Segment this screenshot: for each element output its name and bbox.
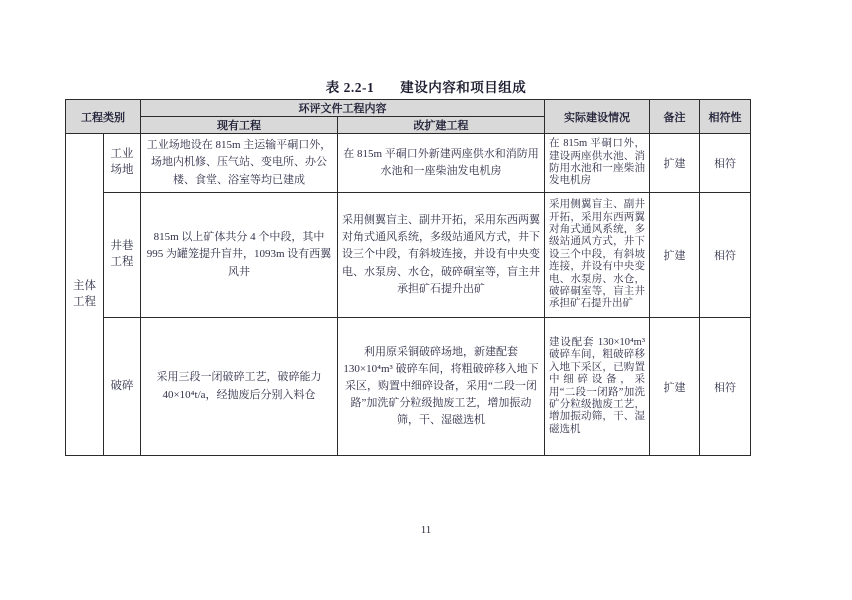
group-cell-main-project: 主体工程 <box>66 134 104 456</box>
conformity-cell: 相符 <box>700 318 751 456</box>
header-expansion: 改扩建工程 <box>338 117 545 134</box>
header-category: 工程类别 <box>66 100 141 134</box>
header-existing: 现有工程 <box>141 117 338 134</box>
table-title-number: 表 2.2-1 <box>325 80 375 95</box>
conformity-cell: 相符 <box>700 134 751 193</box>
subcategory-cell: 破碎 <box>104 318 141 456</box>
actual-cell: 建设配套 130×10⁴m³ 破碎车间，粗破碎移入地下采区，已购置中细碎设备，采用“二段一闭路”加洗矿分粒级抛废工艺，增加振动筛，干、湿磁选机 <box>545 318 650 456</box>
existing-cell: 815m 以上矿体共分 4 个中段，其中 995 为罐笼提升盲井，1093m 设有西翼风井 <box>141 193 338 318</box>
table-title <box>0 76 852 96</box>
existing-cell: 采用三段一闭破碎工艺，破碎能力 40×10⁴t/a，经抛废后分别入料仓 <box>141 318 338 456</box>
conformity-cell: 相符 <box>700 193 751 318</box>
subcategory-cell: 工业场地 <box>104 134 141 193</box>
note-cell: 扩建 <box>650 134 700 193</box>
header-conformity: 相符性 <box>700 100 751 134</box>
expansion-cell: 采用侧翼盲主、副井开拓，采用东西两翼对角式通风系统，多级站通风方式，井下设三个中段，有斜坡连接，并设有中央变电、水泵房、水仓，破碎硐室等，盲主井承担矿石提升出矿 <box>338 193 545 318</box>
page-number: 11 <box>420 524 432 536</box>
actual-cell: 采用侧翼盲主、副井开拓，采用东西两翼对角式通风系统，多级站通风方式，井下设三个中段，有斜坡连接，并设有中央变电、水泵房、水仓，破碎硐室等，盲主井承担矿石提升出矿 <box>545 193 650 318</box>
table-row-shaft-works <box>66 193 751 318</box>
header-row-1 <box>66 100 751 117</box>
subcategory-cell: 井巷工程 <box>104 193 141 318</box>
table-row-industrial-site <box>66 134 751 193</box>
header-actual: 实际建设情况 <box>545 100 650 134</box>
construction-content-table <box>65 99 751 456</box>
note-cell: 扩建 <box>650 318 700 456</box>
header-eia-content: 环评文件工程内容 <box>141 100 545 117</box>
table-row-crushing <box>66 318 751 456</box>
actual-cell: 在 815m 平硐口外，建设两座供水池、消防用水池和一座柴油发电机房 <box>545 134 650 193</box>
expansion-cell: 在 815m 平硐口外新建两座供水和消防用水池和一座柴油发电机房 <box>338 134 545 193</box>
expansion-cell: 利用原采铜破碎场地，新建配套 130×10⁴m³ 破碎车间，将粗破碎移入地下采区，购置中细碎设备，采用“二段一闭路”加洗矿分粒级抛废工艺，增加振动筛，干、湿磁选机 <box>338 318 545 456</box>
header-note: 备注 <box>650 100 700 134</box>
note-cell: 扩建 <box>650 193 700 318</box>
existing-cell: 工业场地设在 815m 主运输平硐口外，场地内机修、压气站、变电所、办公楼、食堂、浴室等均已建成 <box>141 134 338 193</box>
table-title-text: 建设内容和项目组成 <box>400 80 527 95</box>
